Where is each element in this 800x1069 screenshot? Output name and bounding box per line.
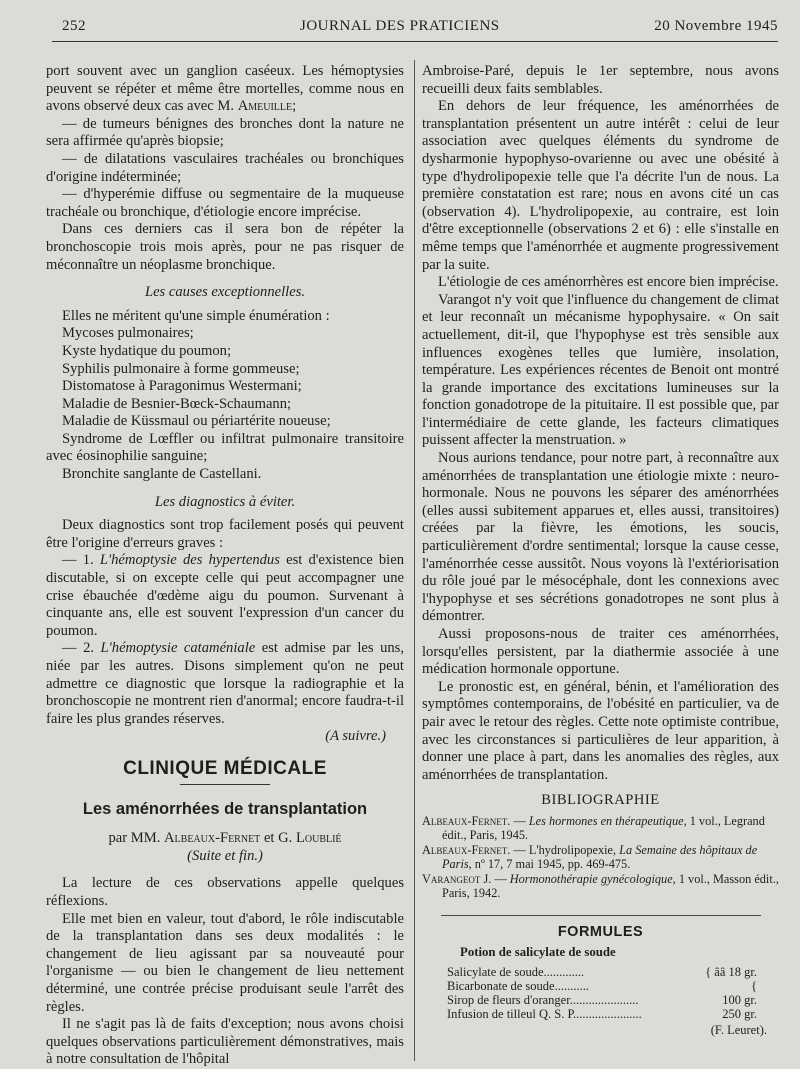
paragraph-varangot: Varangot n'y voit que l'influence du changement de climat et leur reconnaît un mécanisme hypophysaire. « On sait actuellement, dit-il, que l'hypophyse est très sensible aux influences exogènes telles que lumière, insolation, température. Les expériences récentes de Benoit ont montré la grande importance des excitations lumineuses sur la fonction gonadotrope de la pituitaire. Il est possible que, par l'intermédiaire de cette glande, les facteurs climatiques puissent affecter la menstruation. » (422, 291, 779, 449)
paragraph-ambroise: Ambroise-Paré, depuis le 1er septembre, nous avons recueilli deux faits semblables. (422, 63, 779, 97)
paragraph-dilatations: — de dilatations vasculaires trachéales ou bronchiques d'origine indéterminée; (46, 150, 404, 185)
paragraph-etiologie: L'étiologie de ces aménorrhères est encore bien imprécise. (438, 274, 779, 291)
list-item: Kyste hydatique du poumon; (62, 342, 232, 359)
paragraph-diagnostic-2: — 2. L'hémoptysie cataméniale est admise par les uns, niée par les autres. Disons simplement qu'on ne peut admettre ce diagnostic que lorsque la radiographie et la bronchoscopie ne montrent rien d'anormal; encore faudra-t-il faire les plus grandes réserves. (46, 640, 405, 727)
paragraph-deux-diagnostics: Deux diagnostics sont trop facilement posés qui peuvent être l'origine d'erreurs graves : (46, 517, 404, 551)
formula-signature: (F. Leuret). (710, 1023, 767, 1038)
article-continuation: (Suite et fin.) (187, 847, 263, 864)
paragraph-neuro-hormonale: Nous aurions tendance, pour notre part, à reconnaître aux aménorrhées de transplantation une étiologie mixte : neuro-hormonale. Nous ne pouvons les séparer des aménorrhées (elles aussi subitement apparues et, elles aussi, transitoires) créées par la fièvre, les émotions, les soucis, particulièrement d'ordre sentimental; lorsque la cause cesse, l'aménorrhée cesse aussitôt. Nous voyons là l'extériorisation du rôle joué par le mésocéphale, dont les connexions avec l'hypophyse et ses sécrétions gonadotropes ne sont plus à démontrer. (422, 450, 779, 625)
bibliography-entry: Varangeot J. — Hormonothérapie gynécologique, 1 vol., Masson édit., Paris, 1942. (422, 871, 779, 901)
paragraph-valeur: Elle met bien en valeur, tout d'abord, le rôle indiscutable de la transplantation dans ses deux modalités : le changement de lieu agissant par sa nouveauté pour l'organisme — ou bien le changement de lieu nettement déterminé, une contrée précise produisant seule l'arrêt des règles. (46, 910, 404, 1015)
list-item: Distomatose à Paragonimus Westermani; (62, 378, 302, 395)
formules-heading: FORMULES (557, 923, 644, 940)
section-heading-causes: Les causes exceptionnelles. (144, 284, 306, 301)
formula-line: Sirop de fleurs d'oranger...................... 100 gr. (447, 993, 757, 1008)
list-item: Bronchite sanglante de Castellani. (62, 466, 262, 483)
paragraph-exception: Il ne s'agit pas là de faits d'exception; nous avons choisi quelques observations particulièrement démonstratives, mais à notre consultation de l'hôpital (46, 1016, 404, 1068)
right-column (422, 63, 779, 1040)
author-name: Ameuille (237, 98, 293, 115)
running-header (62, 18, 778, 40)
list-item: Syndrome de Lœffler ou infiltrat pulmonaire transitoire avec éosinophilie sanguine; (46, 430, 404, 465)
list-item: Mycoses pulmonaires; (62, 325, 194, 342)
section-heading-diagnostics: Les diagnostics à éviter. (154, 493, 296, 510)
bibliography-entry: Albeaux-Fernet. — Les hormones en thérapeutique, 1 vol., Legrand édit., Paris, 1945. (422, 813, 765, 843)
causes-list (46, 325, 404, 483)
paragraph-tumeurs: — de tumeurs bénignes des bronches dont la nature ne sera affirmée qu'après biopsie; (46, 115, 404, 150)
bibliography-list (422, 814, 779, 901)
bibliography-entry: Albeaux-Fernet. — L'hydrolipopexie, La Semaine des hôpitaux de Paris, nº 17, 7 mai 1945, pp. 469-475. (422, 842, 758, 872)
paragraph-intro: port souvent avec un ganglion caséeux. Les hémoptysies peuvent se répéter et même être mortelles, comme nous en avons observé deux cas avec M. Ameuille; (46, 63, 404, 115)
paragraph-lecture: La lecture de ces observations appelle quelques réflexions. (46, 875, 404, 909)
paragraph-interet: En dehors de leur fréquence, les aménorrhées de transplantation présentent un autre intérêt : celui de leur association avec quelques éléments du syndrome de dysharmonie hypophyso-ovarienne ou avec une obésité à type d'hydrolipopexie telle que l'a décrite l'un de nous. La première constatation est rare; nous en avons cité un cas (observation 4). L'hydrolipopexie, au contraire, est loin d'être exceptionnelle (observations 2 et 6) : elle s'installe en même temps que l'aménorrhée et augmente progressivement par la suite. (422, 98, 779, 273)
potion-title: Potion de salicylate de soude (460, 944, 616, 959)
column-divider (414, 60, 415, 1061)
left-column (46, 63, 404, 1069)
paragraph-diagnostic-1: — 1. L'hémoptysie des hypertendus est d'existence bien discutable, si on excepte celle qui peut accompagner une crise ébauchée d'œdème aigu du poumon. Survenant à cinquante ans, elle est souvent l'expression d'un cancer du poumon. (46, 552, 404, 639)
section-rule (180, 784, 270, 785)
list-item: Maladie de Küssmaul ou périartérite noueuse; (62, 413, 331, 430)
paragraph-pronostic: Le pronostic est, en général, bénin, et l'amélioration des symptômes contemporains, de l'obésité en particulier, va de pair avec le retour des règles. Cette note optimiste contribue, avec les circonstances si particulières de leur apparition, à donner une place à part, dans les anomalies des règles, aux aménorrhées de transplantation. (422, 678, 779, 783)
issue-date: 20 Novembre 1945 (654, 18, 778, 34)
header-rule (52, 41, 778, 42)
page-number: 252 (62, 18, 86, 34)
paragraph-hyperemie: — d'hyperémie diffuse ou segmentaire de la muqueuse trachéale ou bronchique, d'étiologie encore imprécise. (46, 186, 404, 220)
journal-title: JOURNAL DES PRATICIENS (300, 18, 500, 34)
list-item: Syphilis pulmonaire à forme gommeuse; (62, 360, 300, 377)
article-title: Les aménorrhées de transplantation (82, 799, 368, 818)
article-authors: par MM. Albeaux-Fernet et G. Loublié (108, 830, 342, 847)
to-be-continued: (A suivre.) (325, 728, 386, 745)
formula-line: Infusion de tilleul Q. S. P...................... 250 gr. (447, 1007, 757, 1022)
paragraph-enumeration: Elles ne méritent qu'une simple énumération : (62, 307, 330, 324)
list-item: Maladie de Besnier-Bœck-Schaumann; (62, 395, 292, 412)
formules-rule (441, 915, 761, 916)
section-title-clinique: CLINIQUE MÉDICALE (123, 757, 327, 779)
paragraph-bronchoscopie: Dans ces derniers cas il sera bon de répéter la bronchoscopie trois mois après, pour ne pas risquer de méconnaître un néoplasme bronchique. (46, 221, 404, 273)
paragraph-traitement: Aussi proposons-nous de traiter ces aménorrhées, lorsqu'elles persistent, par la diathermie associée à une médication hormonale opportune. (422, 626, 779, 678)
formula-line: Bicarbonate de soude........... { (447, 979, 757, 994)
bibliography-heading: BIBLIOGRAPHIE (541, 792, 660, 809)
formula-line: Salicylate de soude............. { ââ 18 gr. (447, 965, 757, 980)
